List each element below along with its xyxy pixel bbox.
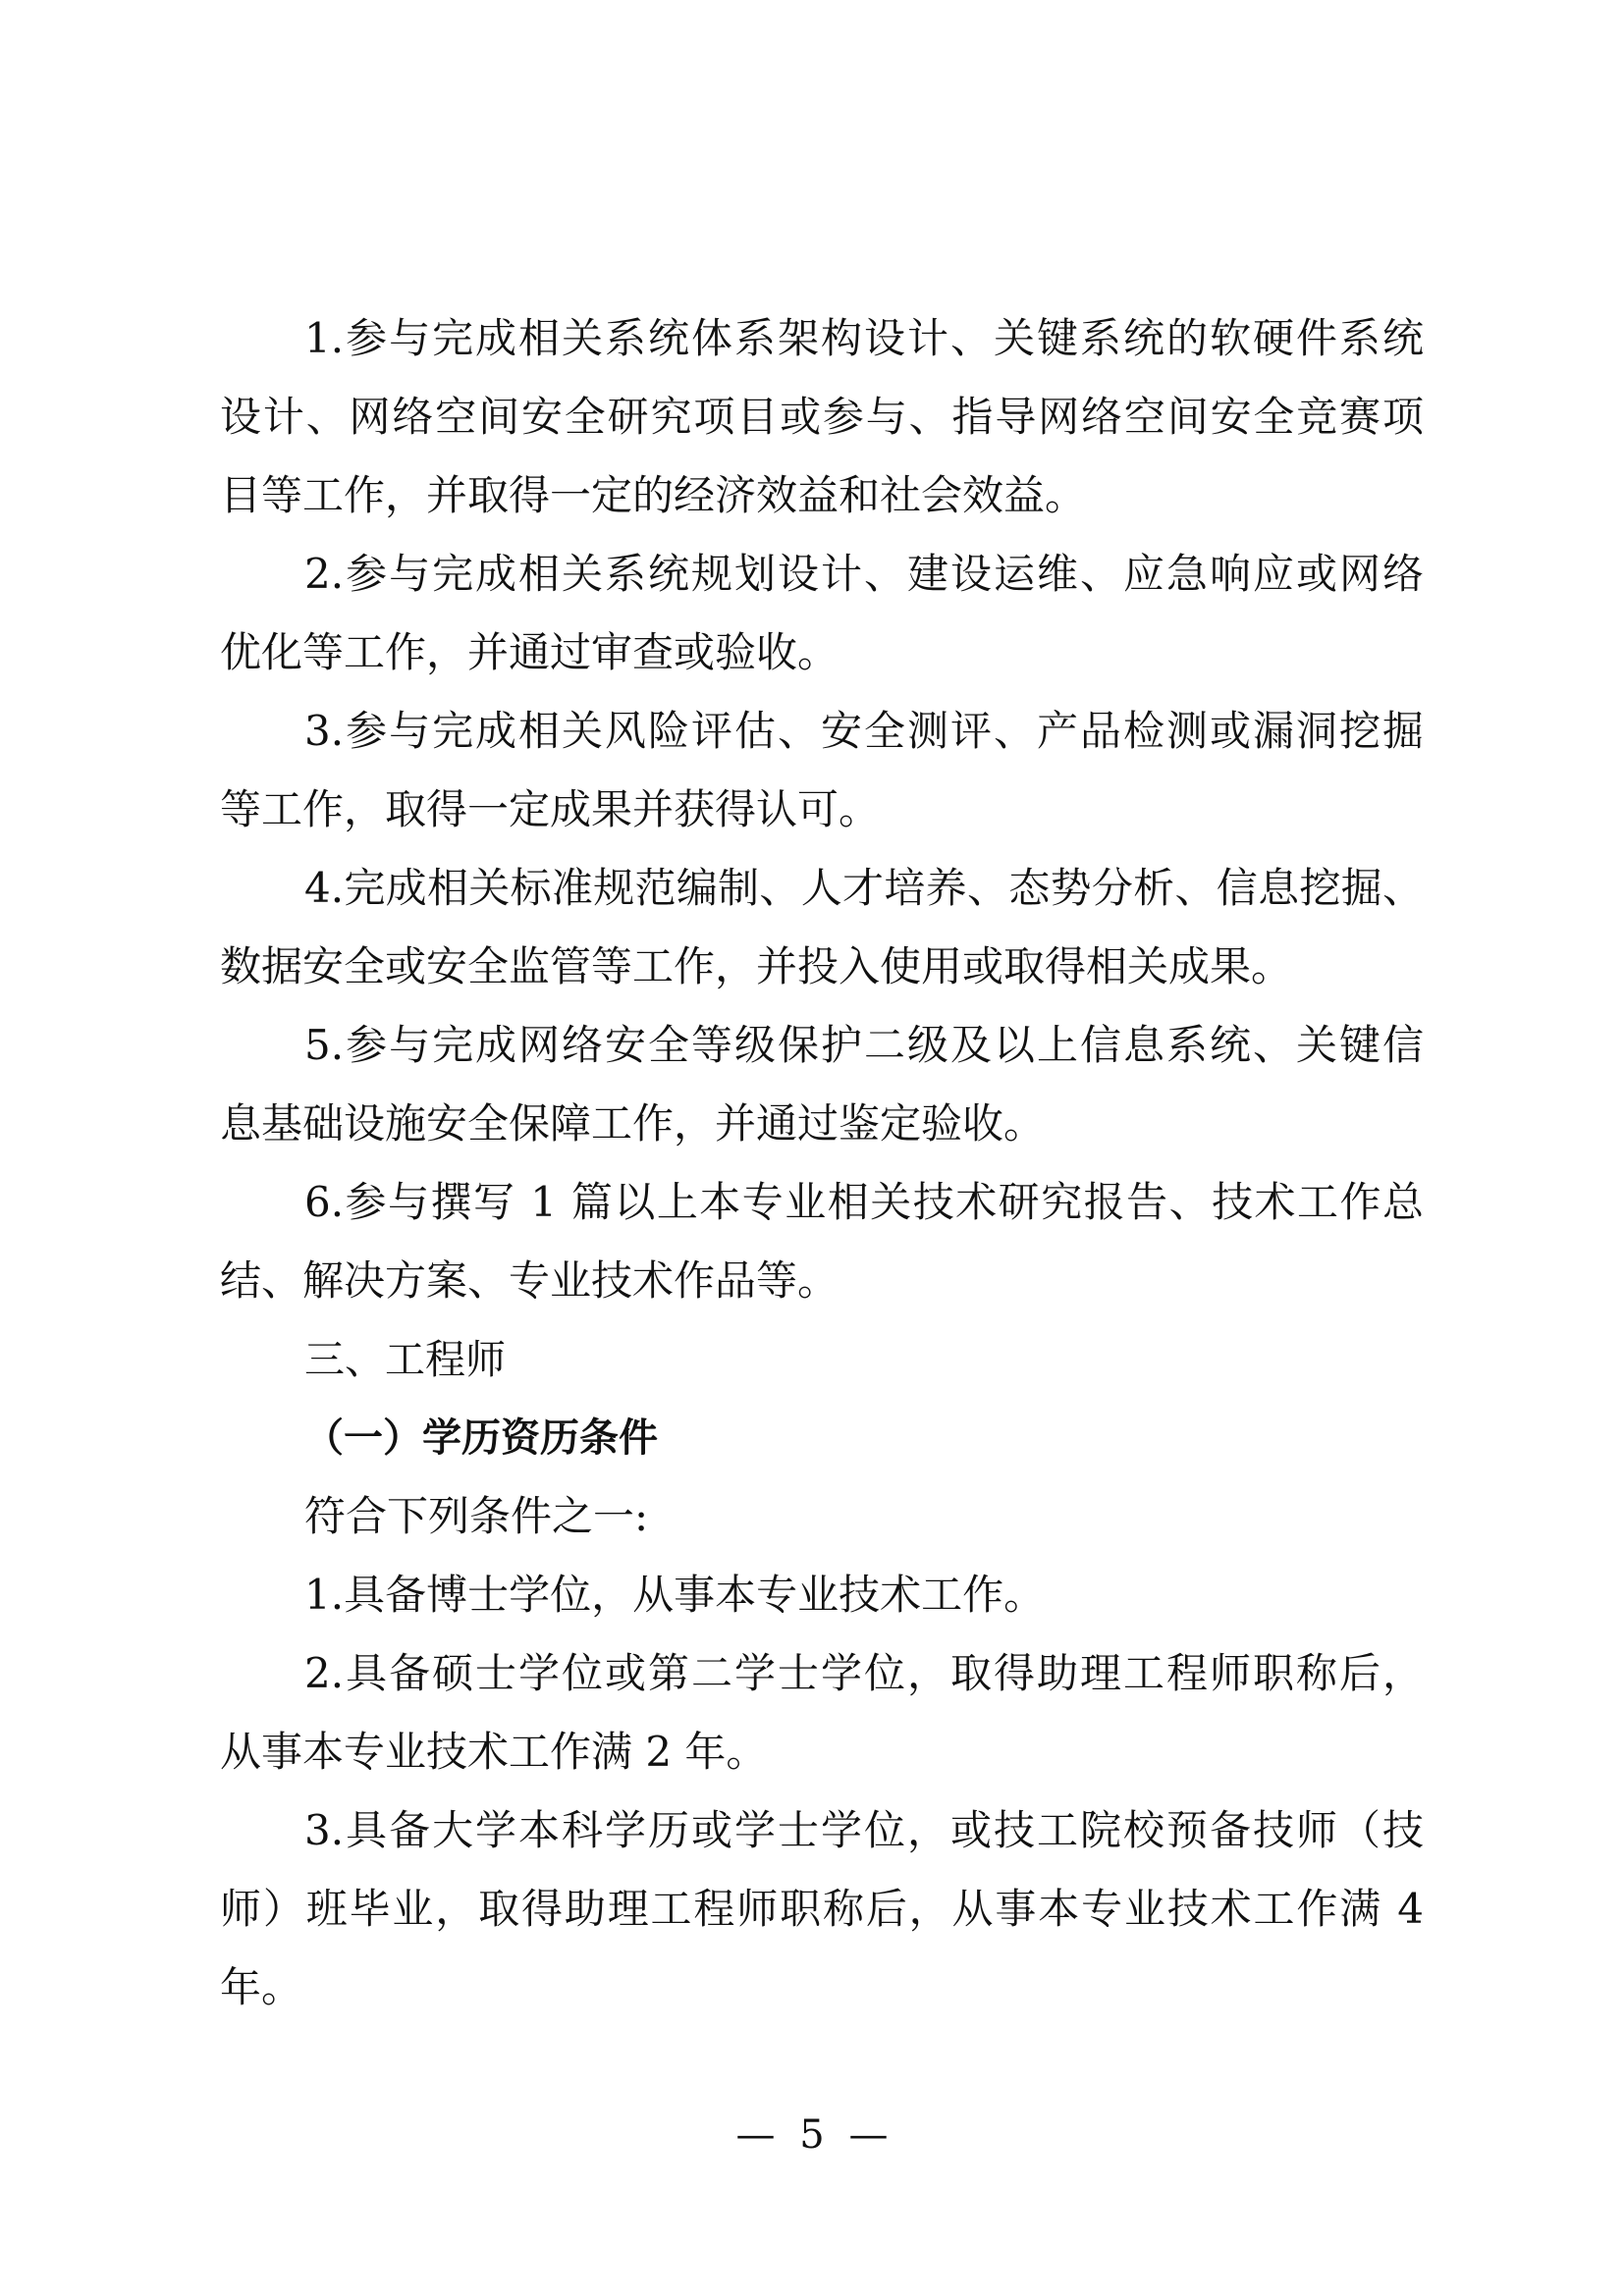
item-1-line-2: 设计、网络空间安全研究项目或参与、指导网络空间安全竞赛项 <box>220 393 1424 441</box>
item-3-line-2: 等工作，取得一定成果并获得认可。 <box>220 785 881 833</box>
item-2-line-1: 2.参与完成相关系统规划设计、建设运维、应急响应或网络 <box>304 550 1424 598</box>
item-6-line-2: 结、解决方案、专业技术作品等。 <box>220 1256 839 1305</box>
condition-3-line-3: 年。 <box>220 1963 303 2011</box>
page-number: 5 <box>799 2112 825 2158</box>
item-6-line-1: 6.参与撰写 1 篇以上本专业相关技术研究报告、技术工作总 <box>304 1178 1424 1226</box>
footer-dash-right: — <box>848 2112 889 2158</box>
condition-3-line-2: 师）班毕业，取得助理工程师职称后，从事本专业技术工作满 4 <box>220 1885 1424 1933</box>
condition-2-line-1: 2.具备硕士学位或第二学士学位，取得助理工程师职称后， <box>304 1649 1424 1697</box>
item-3-line-1: 3.参与完成相关风险评估、安全测评、产品检测或漏洞挖掘 <box>304 707 1424 755</box>
document-body <box>220 299 1424 2027</box>
section-heading-engineer: 三、工程师 <box>304 1336 506 1383</box>
footer-dash-left: — <box>735 2112 776 2158</box>
subsection-heading-education: （一）学历资历条件 <box>304 1415 658 1461</box>
condition-3-line-1: 3.具备大学本科学历或学士学位，或技工院校预备技师（技 <box>304 1806 1424 1854</box>
condition-2-line-2: 从事本专业技术工作满 2 年。 <box>220 1728 768 1776</box>
item-1-line-3: 目等工作，并取得一定的经济效益和社会效益。 <box>220 471 1087 519</box>
conditions-intro: 符合下列条件之一: <box>304 1492 649 1540</box>
item-2-line-2: 优化等工作，并通过审查或验收。 <box>220 628 839 676</box>
item-5-line-2: 息基础设施安全保障工作，并通过鉴定验收。 <box>220 1099 1046 1148</box>
item-4-line-1: 4.完成相关标准规范编制、人才培养、态势分析、信息挖掘、 <box>304 864 1424 912</box>
item-4-line-2: 数据安全或安全监管等工作，并投入使用或取得相关成果。 <box>220 942 1293 990</box>
page-number-footer <box>0 2112 1624 2158</box>
condition-1: 1.具备博士学位，从事本专业技术工作。 <box>304 1571 1046 1619</box>
item-1-line-1: 1.参与完成相关系统体系架构设计、关键系统的软硬件系统 <box>304 314 1424 362</box>
item-5-line-1: 5.参与完成网络安全等级保护二级及以上信息系统、关键信 <box>304 1021 1424 1069</box>
